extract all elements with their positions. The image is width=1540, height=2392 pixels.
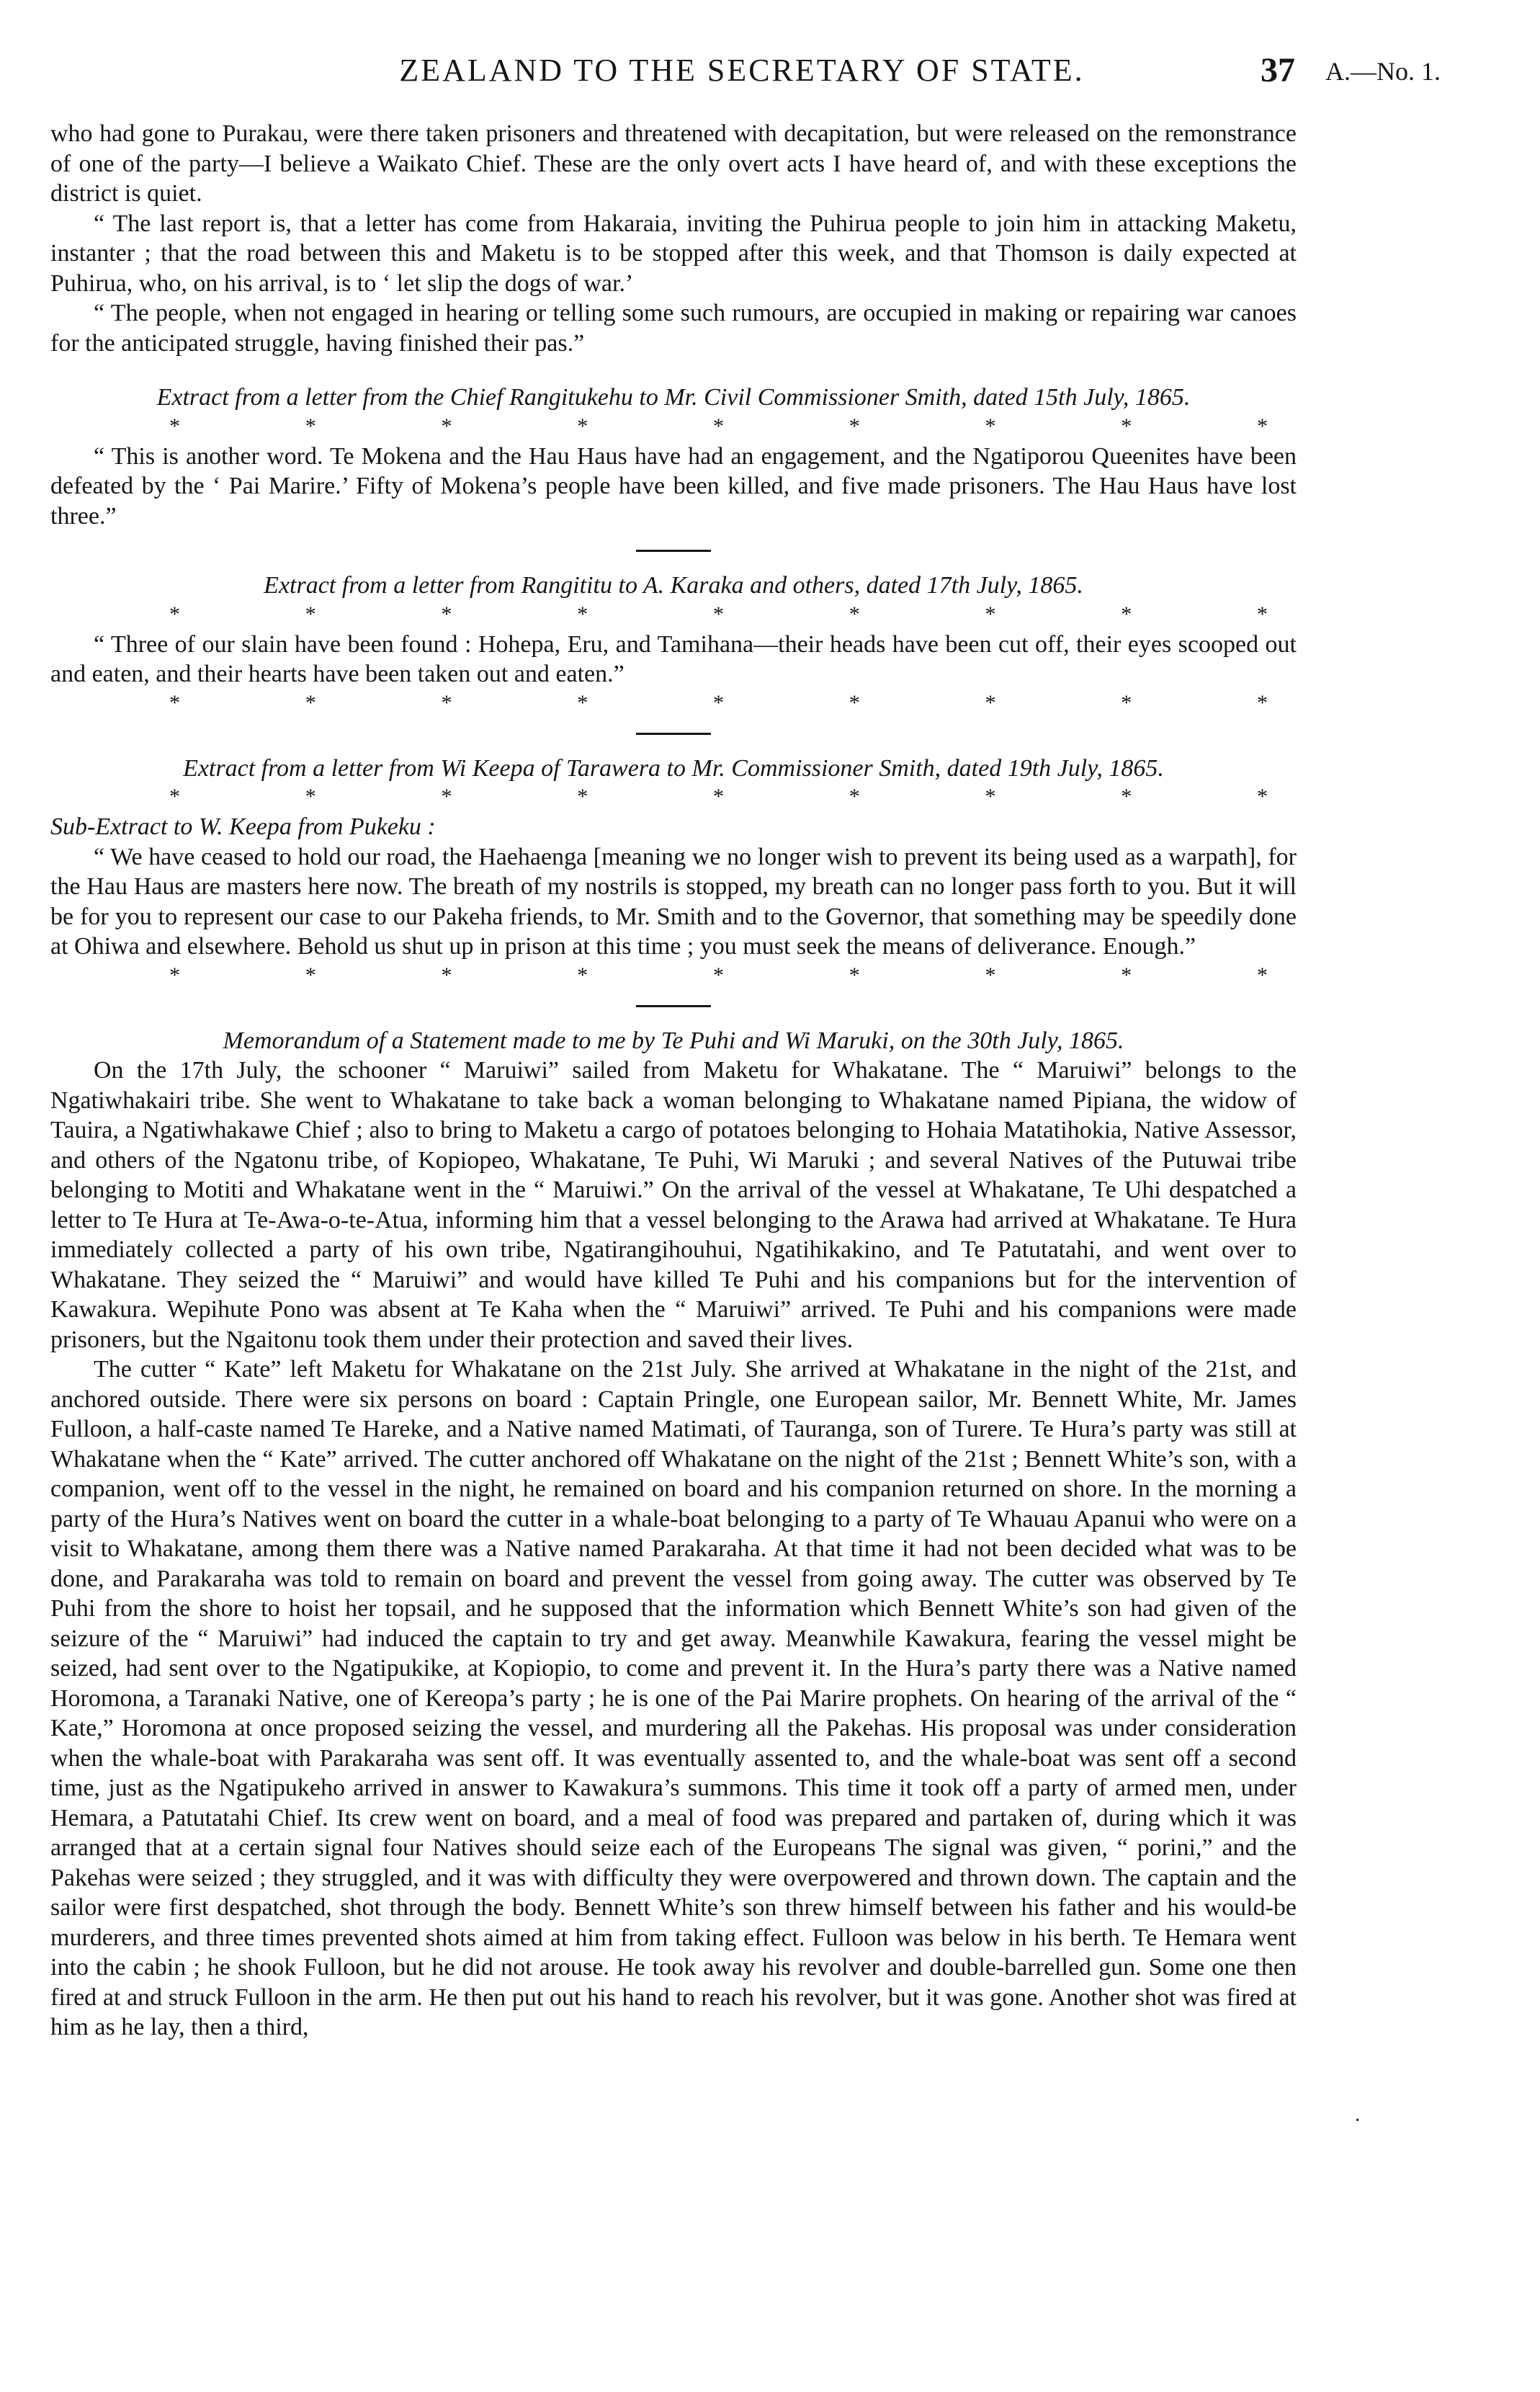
asterisk: * (305, 785, 316, 808)
section-divider (636, 550, 711, 552)
asterisk: * (985, 690, 996, 715)
extract-text: “ This is another word. Te Mokena and the Hau Haus have had an engagement, and the Ngatiporou Queenites have been defeated by the ‘ Pai Marire.’ Fifty of Mokena’s people have been killed, and five made prisoners. The Hau Haus have lost three.” (50, 442, 1297, 530)
asterisk-row (50, 786, 1297, 808)
asterisk: * (577, 785, 588, 808)
opening-section (50, 119, 1297, 358)
extract-rangititu (50, 571, 1297, 714)
asterisk: * (441, 602, 452, 626)
asterisk: * (441, 690, 452, 715)
asterisk: * (1121, 414, 1132, 438)
page-number: 37 (1261, 51, 1295, 89)
series-number: A.—No. 1. (1325, 57, 1441, 86)
running-head: ZEALAND TO THE SECRETARY OF STATE. (399, 53, 1085, 88)
sub-extract-heading: Sub-Extract to W. Keepa from Pukeku : (50, 813, 436, 840)
asterisk: * (713, 602, 724, 626)
asterisk: * (305, 690, 316, 715)
extract-heading: Extract from a letter from the Chief Rangitukehu to Mr. Civil Commissioner Smith, dated 15th July, 1865. (156, 384, 1191, 411)
extract-rangitukehu (50, 383, 1297, 531)
asterisk: * (849, 690, 860, 715)
asterisk: * (441, 963, 452, 987)
asterisk: * (1257, 785, 1268, 808)
extract-heading: Extract from a letter from Rangititu to A. Karaka and others, dated 17th July, 1865. (264, 572, 1083, 599)
asterisk: * (305, 414, 316, 438)
asterisk: * (985, 963, 996, 987)
asterisk: * (1121, 963, 1132, 987)
asterisk: * (849, 963, 860, 987)
asterisk: * (305, 602, 316, 626)
asterisk: * (169, 785, 180, 808)
asterisk: * (713, 690, 724, 715)
asterisk: * (1121, 785, 1132, 808)
asterisk: * (713, 963, 724, 987)
asterisk: * (1257, 414, 1268, 438)
opening-paragraph: “ The last report is, that a letter has come from Hakaraia, inviting the Puhirua people to join him in attacking Maketu, instanter ; that the road between this and Maketu is to be stopped after this week, and that Thomson is daily expected at Puhirua, who, on his arrival, is to ‘ let slip the dogs of war.’ (50, 210, 1297, 297)
asterisk: * (985, 602, 996, 626)
asterisk: * (169, 963, 180, 987)
asterisk: * (1257, 690, 1268, 715)
asterisk: * (169, 602, 180, 626)
memorandum-paragraph: The cutter “ Kate” left Maketu for Whakatane on the 21st July. She arrived at Whakatane in the night of the 21st, and anchored outside. There were six persons on board : Captain Pringle, one European sailor, Mr. Bennett White, Mr. James Fulloon, a half-caste named Te Hareke, and a Native named Matimati, of Tauranga, son of Turere. Te Hura’s party was still at Whakatane when the “ Kate” arrived. The cutter anchored off Whakatane on the night of the 21st ; Bennett White’s son, with a companion, went off to the vessel in the night, he remained on board and his companion returned on shore. In the morning a party of the Hura’s Natives went on board the cutter in a whale-boat belonging to a party of Te Whauau Apanui who were on a visit to Whakatane, among them there was a Native named Parakaraha. At that time it had not been decided what was to be done, and Parakaraha was told to remain on board and prevent the vessel from going away. The cutter was observed by Te Puhi from the shore to hoist her topsail, and he supposed that the information which Bennett White’s son had given of the seizure of the “ Maruiwi” had induced the captain to try and get away. Meanwhile Kawakura, fearing the vessel might be seized, had sent over to the Ngatipukike, at Kopiopio, to come and prevent it. In the Hura’s party there was a Native named Horomona, a Taranaki Native, one of Kereopa’s party ; he is one of the Pai Marire prophets. On hearing of the arrival of the “ Kate,” Horomona at once proposed seizing the vessel, and murdering all the Pakehas. His proposal was under consideration when the whale-boat with Parakaraha was sent off. It was eventually assented to, and the whale-boat was sent off a second time, just as the Ngatipukeho arrived in answer to Kawakura’s summons. This time it took off a party of armed men, under Hemara, a Patutatahi Chief. Its crew went on board, and a meal of food was prepared and partaken of, during which it was arranged that at a certain signal four Natives should seize each of the Europeans The signal was given, “ porini,” and the Pakehas were seized ; they struggled, and it was with difficulty they were overpowered and thrown down. The captain and the sailor were first despatched, shot through the body. Bennett White’s son threw himself between his father and his would-be murderers, and three times prevented shots aimed at him from taking effect. Fulloon was below in his berth. Te Hemara went into the cabin ; he shook Fulloon, but he did not arouse. He took away his revolver and double-barrelled gun. Some one then fired at and struck Fulloon in the arm. He then put out his hand to reach his revolver, but it was gone. Another shot was fired at him as he lay, then a third, (50, 1356, 1297, 2040)
opening-paragraph: who had gone to Purakau, were there taken prisoners and threatened with decapitation, but were released on the remonstrance of one of the party—I believe a Waikato Chief. These are the only overt acts I have heard of, and with these exceptions the district is quiet. (50, 120, 1297, 207)
asterisk: * (169, 414, 180, 438)
asterisk: * (1121, 602, 1132, 626)
asterisk: * (441, 414, 452, 438)
asterisk: * (441, 785, 452, 808)
extract-wi-keepa (50, 754, 1297, 986)
asterisk: * (577, 602, 588, 626)
asterisk: * (849, 785, 860, 808)
asterisk: * (1257, 602, 1268, 626)
extract-text: “ We have ceased to hold our road, the Haehaenga [meaning we no longer wish to prevent its being used as a warpath], for the Hau Haus are masters here now. The breath of my nostrils is stopped, my breath can no longer pass forth to you. But it will be for you to represent our case to our Pakeha friends, to Mr. Smith and to the Governor, that something may be speedily done at Ohiwa and elsewhere. Behold us shut up in prison at this time ; you must seek the means of deliverance. Enough.” (50, 843, 1297, 960)
asterisk: * (713, 414, 724, 438)
asterisk: * (577, 414, 588, 438)
asterisk: * (577, 690, 588, 715)
asterisk: * (305, 963, 316, 987)
memorandum-paragraph: On the 17th July, the schooner “ Maruiwi” sailed from Maketu for Whakatane. The “ Maruiwi” belongs to the Ngatiwhakairi tribe. She went to Whakatane to take back a woman belonging to Whakatane named Pipiana, the widow of Tauira, a Ngatiwhakawe Chief ; also to bring to Maketu a cargo of potatoes belonging to Hohaia Matatihokia, Native Assessor, and others of the Ngatonu tribe, of Kopiopeo, Whakatane, Te Puhi, Wi Maruki ; and several Natives of the Putuwai tribe belonging to Motiti and Whakatane went in the “ Maruiwi.” On the arrival of the vessel at Whakatane, Te Uhi despatched a letter to Te Hura at Te-Awa-o-te-Atua, informing him that a vessel belonging to the Arawa had arrived at Whakatane. Te Hura immediately collected a party of his own tribe, Ngatirangihouhui, Ngatihikakino, and Te Patutatahi, and went over to Whakatane. They seized the “ Maruiwi” and would have killed Te Puhi and his companions but for the intervention of Kawakura. Wepihute Pono was absent at Te Kaha when the “ Maruiwi” arrived. Te Puhi and his companions were made prisoners, but the Ngaitonu took them under their protection and saved their lives. (50, 1057, 1297, 1353)
section-divider (636, 1005, 711, 1007)
asterisk: * (169, 690, 180, 715)
memorandum-section (50, 1026, 1297, 2043)
asterisk-row (50, 416, 1297, 437)
margin-mark: · (1354, 2110, 1361, 2132)
asterisk-row (50, 604, 1297, 625)
asterisk-row (50, 965, 1297, 986)
asterisk-row (50, 692, 1297, 714)
asterisk: * (849, 414, 860, 438)
page-header (0, 52, 1540, 95)
asterisk: * (577, 963, 588, 987)
asterisk: * (1121, 690, 1132, 715)
body-column (50, 119, 1297, 2043)
extract-heading: Extract from a letter from Wi Keepa of Tarawera to Mr. Commissioner Smith, dated 19th July, 1865. (183, 754, 1164, 782)
asterisk: * (849, 602, 860, 626)
extract-text: “ Three of our slain have been found : Hohepa, Eru, and Tamihana—their heads have been cut off, their eyes scooped out and eaten, and their hearts have been taken out and eaten.” (50, 630, 1297, 687)
section-divider (636, 733, 711, 735)
asterisk: * (713, 785, 724, 808)
memorandum-heading: Memorandum of a Statement made to me by Te Puhi and Wi Maruki, on the 30th July, 1865. (223, 1027, 1124, 1054)
spacer (50, 358, 1297, 383)
asterisk: * (985, 414, 996, 438)
opening-paragraph: “ The people, when not engaged in hearing or telling some such rumours, are occupied in making or repairing war canoes for the anticipated struggle, having finished their pas.” (50, 300, 1297, 357)
asterisk: * (1257, 963, 1268, 987)
asterisk: * (985, 785, 996, 808)
